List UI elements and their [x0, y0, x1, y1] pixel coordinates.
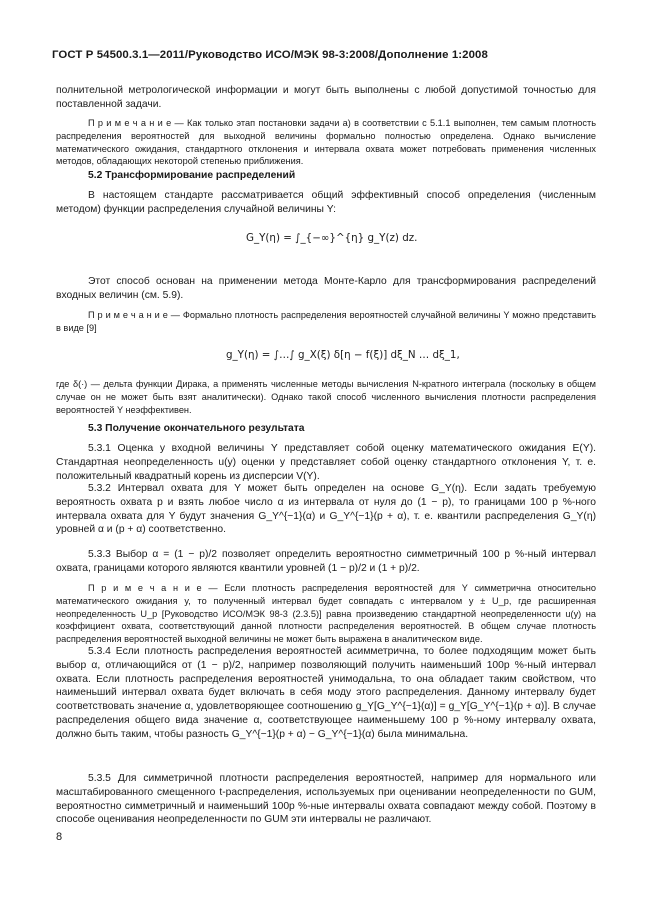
section-5-3-2: 5.3.2 Интервал охвата для Y может быть определен на основе G_Y(η). Если задать требуемую вероятность охвата p и взять любое число α из интервала от нуля до (1 − p), то границами 100 p %-ного интервала охвата для Y будут значения G_Y^{−1}(α) и G_Y^{−1}(p + α), т. е. квантили распределения G_Y(η) уровней α и (p + α) соответственно.: [56, 483, 596, 536]
section-5-3-5: 5.3.5 Для симметричной плотности распределения вероятностей, например для нормального или масштабированного смещенного t-распределения, используемых при оценивании неопределенности по GUM, вероятностно симметричный и наименьший 100p %-ные интервалы охвата совпадают между собой. Поэтому в способе оценивания неопределенности по GUM эти интервалы не различают.: [56, 773, 596, 826]
note-1: П р и м е ч а н и е — Как только этап постановки задачи а) в соответствии с 5.1.1 выполнен, тем самым плотность распределения вероятностей для выходной величины формально полностью определена. Однако вычисление математического ожидания, стандартного отклонения и интервала охвата может потребовать применения численных методов, обладающих некоторой степенью приближения.: [56, 118, 596, 167]
note-2-intro: П р и м е ч а н и е — Формально плотность распределения вероятностей случайной величины Y можно представить в виде [9]: [56, 310, 596, 333]
section-5-3-heading: 5.3 Получение окончательного результата: [88, 423, 305, 434]
section-5-3-1: 5.3.1 Оценка y входной величины Y представляет собой оценку математического ожидания E(Y). Стандартная неопределенность u(y) оценки y представляет собой оценку стандартного отклонения Y, т. е. положительный квадратный корень из дисперсии V(Y).: [56, 443, 596, 482]
formula-cdf: G_Y(η) = ∫_{−∞}^{η} g_Y(z) dz.: [246, 232, 418, 244]
section-5-2-paragraph-2: Этот способ основан на применении метода Монте-Карло для трансформирования распределений входных величин (см. 5.9).: [56, 276, 596, 301]
note-3: П р и м е ч а н и е — Если плотность распределения вероятностей для Y симметрична относительно математического ожидания y, то полученный интервал будет совпадать с интервалом y ± U_p, где расширенная неопределенность U_p [Руководство ИСО/МЭК 98-3 (2.3.5)] равна произведению стандартной неопределенности u(y) на коэффициент охвата, соответствующий данной плотности распределения вероятностей. В общем случае плотность распределения вероятностей выходной величины не может быть выражена в аналитическом виде.: [56, 583, 596, 645]
document-header: ГОСТ Р 54500.3.1—2011/Руководство ИСО/МЭК 98-3:2008/Дополнение 1:2008: [52, 49, 488, 61]
section-5-3-4: 5.3.4 Если плотность распределения вероятностей асимметрична, то более подходящим может быть выбор α, отличающийся от (1 − p)/2, например позволяющий получить наименьший 100p %-ный интервал охвата. Если плотность распределения вероятностей унимодальна, то она обладает таким свойством, что наименьший интервал охвата будет включать в себя моду этого распределения. Данному интервалу будет соответствовать значение α, удовлетворяющее соотношению g_Y[G_Y^{−1}(α)] = g_Y[G_Y^{−1}(p + α)]. В случае распределения общего вида значение α, соответствующее наименьшему 100 p %-ному интервалу охвата, должно быть таким, чтобы разность G_Y^{−1}(p + α) − G_Y^{−1}(α) была минимальна.: [56, 646, 596, 740]
section-5-2-heading: 5.2 Трансформирование распределений: [88, 170, 296, 181]
page-number: 8: [56, 831, 63, 843]
formula-pdf: g_Y(η) = ∫…∫ g_X(ξ) δ[η − f(ξ)] dξ_N … dξ_1,: [226, 349, 460, 361]
intro-paragraph: полнительной метрологической информации и могут быть выполнены с любой допустимой точностью для поставленной задачи.: [56, 85, 596, 110]
section-5-2-paragraph: В настоящем стандарте рассматривается общий эффективный способ определения (численным методом) функции распределения случайной величины Y:: [56, 190, 596, 215]
note-2-text: где δ(·) — дельта функции Дирака, а применять численные методы вычисления N-кратного интеграла (поскольку в общем случае он не может быть взят аналитически). Однако такой способ численного вычисления плотности распределения вероятностей Y неэффективен.: [56, 379, 596, 415]
section-5-3-3: 5.3.3 Выбор α = (1 − p)/2 позволяет определить вероятностно симметричный 100 p %-ный интервал охвата, границами которого являются квантили уровней (1 − p)/2 и (1 + p)/2.: [56, 549, 596, 574]
